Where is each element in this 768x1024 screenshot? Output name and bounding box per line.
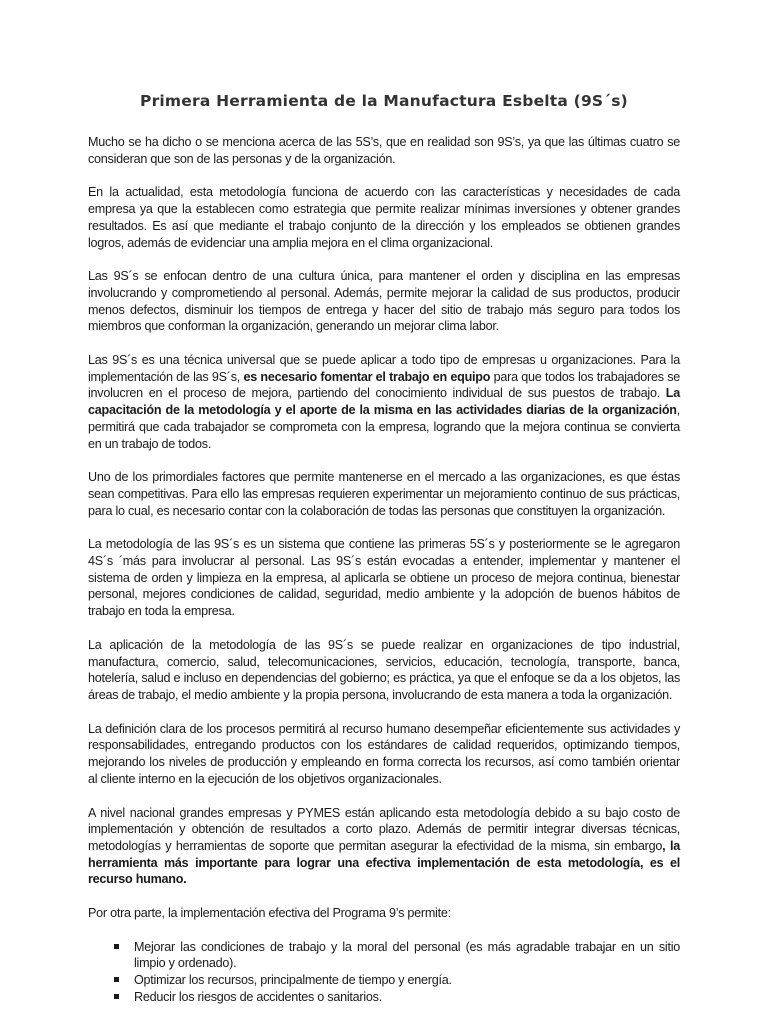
list-item-text: Mejorar las condiciones de trabajo y la moral del personal (es más agradable trabajar en un sitio limpio y ordenado). xyxy=(134,939,680,971)
paragraph-4-text-e: , permitirá que cada trabajador se comprometa con la empresa, logrando que la mejora continua se convierta en un trabajo de todos. xyxy=(88,403,680,451)
paragraph-8: La definición clara de los procesos permitirá al recurso humano desempeñar eficientemente sus actividades y responsabilidades, entregando productos con los estándares de calidad requeridos, optimizando tiempos, mejorando los niveles de producción y empleando en forma correcta los recursos, así como también orientar al cliente interno en la ejecución de los objetivos organizacionales. xyxy=(88,721,680,786)
square-bullet-icon xyxy=(114,944,119,949)
paragraph-3: Las 9S´s se enfocan dentro de una cultura única, para mantener el orden y disciplina en las empresas involucrando y comprometiendo al personal. Además, permite mejorar la calidad de sus productos, producir menos defectos, disminuir los tiempos de entrega y hacer del sitio de trabajo más seguro para todos los miembros que conforman la organización, generando un mejorar clima labor. xyxy=(88,269,680,334)
paragraph-4-text-c: para que todos los trabajadores se involucren en el proceso de mejora, partiendo del conocimiento individual de sus puestos de trabajo. xyxy=(88,369,680,401)
list-item xyxy=(134,939,680,972)
paragraph-9-text-a: A nivel nacional grandes empresas y PYMES están aplicando esta metodología debido a su bajo costo de implementación y obtención de resultados a corto plazo. Además de permitir integrar diversas técnicas, metodologías y herramientas de soporte que permitan asegurar la efectividad de la misma, sin embargo xyxy=(88,805,680,853)
paragraph-1: Mucho se ha dicho o se menciona acerca de las 5S’s, que en realidad son 9S’s, ya que las últimas cuatro se consideran que son de las personas y de la organización. xyxy=(88,135,680,166)
paragraph-4 xyxy=(88,352,680,452)
list-item-text: Optimizar los recursos, principalmente de tiempo y energía. xyxy=(134,973,452,988)
square-bullet-icon xyxy=(114,977,119,982)
list-item-text: Reducir los riesgos de accidentes o sanitarios. xyxy=(134,989,382,1004)
list-item xyxy=(134,989,680,1006)
paragraph-10: Por otra parte, la implementación efectiva del Programa 9’s permite: xyxy=(88,906,451,921)
paragraph-9-bold-human-resource: , la herramienta más importante para lograr una efectiva implementación de esta metodología, es el recurso humano. xyxy=(88,838,680,887)
paragraph-7: La aplicación de la metodología de las 9S´s se puede realizar en organizaciones de tipo industrial, manufactura, comercio, salud, telecomunicaciones, servicios, educación, tecnología, transporte, banca, hotelería, salud e incluso en dependencias del gobierno; es práctica, ya que el enfoque se da a los objetos, las áreas de trabajo, el medio ambiente y la propia persona, involucrando de esta manera a toda la organización. xyxy=(88,637,680,702)
paragraph-6: La metodología de las 9S´s es un sistema que contiene las primeras 5S´s y posteriormente se le agregaron 4S´s ´más para involucrar al personal. Las 9S´s están evocadas a entender, implementar y mantener el sistema de orden y limpieza en la empresa, al aplicarla se obtiene un proceso de mejora continua, bienestar personal, mejores condiciones de calidad, seguridad, medio ambiente y la adopción de buenos hábitos de trabajo en toda la empresa. xyxy=(88,537,680,619)
benefits-list xyxy=(88,939,680,1006)
paragraph-4-text-a: Las 9S´s es una técnica universal que se puede aplicar a todo tipo de empresas u organizaciones. Para la implementación de las 9S´s, xyxy=(88,353,680,384)
paragraph-9 xyxy=(88,805,680,889)
paragraph-4-bold-teamwork: es necesario fomentar el trabajo en equipo xyxy=(243,369,491,384)
paragraph-4-bold-training: La capacitación de la metodología y el aporte de la misma en las actividades diarias de la organización xyxy=(88,386,680,418)
document-title: Primera Herramienta de la Manufactura Esbelta (9S´s) xyxy=(140,92,628,110)
list-item xyxy=(134,972,680,989)
square-bullet-icon xyxy=(114,994,119,999)
paragraph-5: Uno de los primordiales factores que permite mantenerse en el mercado a las organizaciones, es que éstas sean competitivas. Para ello las empresas requieren experimentar un mejoramiento continuo de sus prácticas, para lo cual, es necesario contar con la colaboración de todas las personas que constituyen la organización. xyxy=(88,470,680,518)
paragraph-2: En la actualidad, esta metodología funciona de acuerdo con las características y necesidades de cada empresa ya que la establecen como estrategia que permite realizar mínimas inversiones y obtener grandes resultados. Es así que mediante el trabajo conjunto de la dirección y los empleados se obtienen grandes logros, además de evidenciar una amplia mejora en el clima organizacional. xyxy=(88,185,680,250)
